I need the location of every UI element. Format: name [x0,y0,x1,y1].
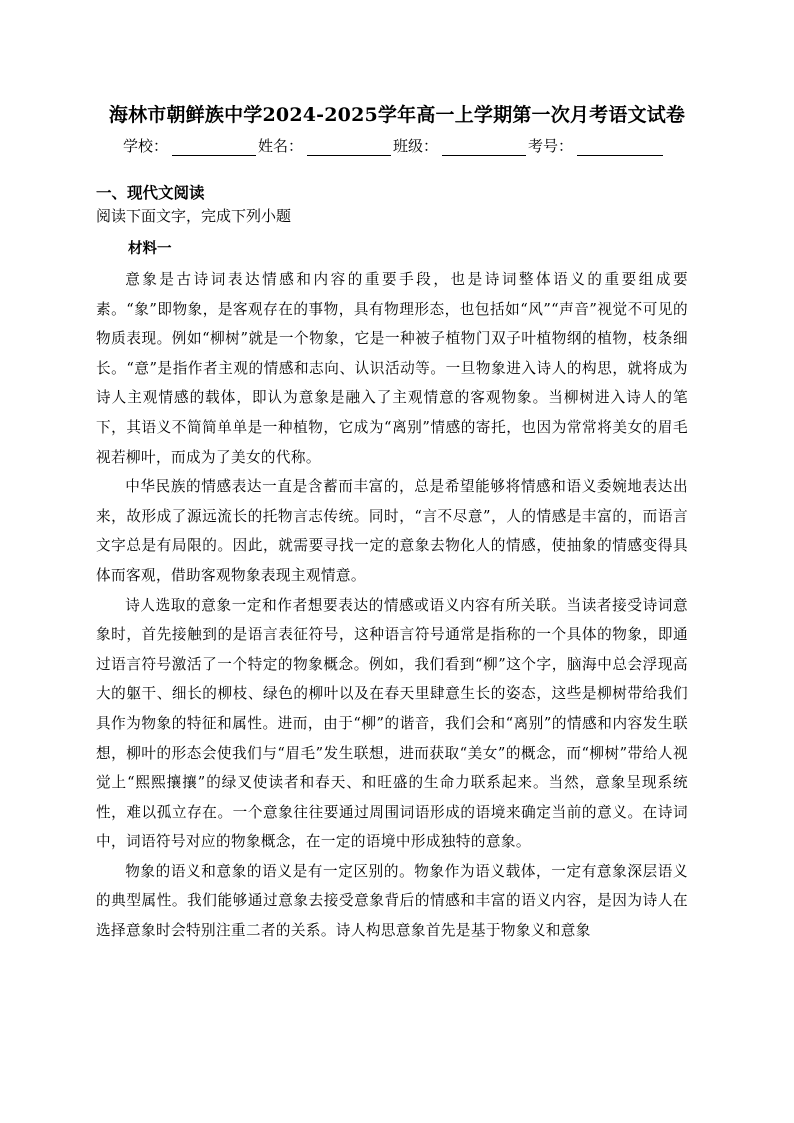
name-label: 姓名： [258,137,304,155]
paragraph: 中华民族的情感表达一直是含蓄而丰富的，总是希望能够将情感和语义委婉地表达出来，故形成了源远流长的托物言志传统。同时，“言不尽意”，人的情感是丰富的，而语言文字总是有局限的。因此，就需要寻找一定的意象去物化人的情感，使抽象的情感变得具体而客观，借助客观物象表现主观情意。 [96,478,688,584]
class-blank [442,139,526,156]
paragraph: 物象的语义和意象的语义是有一定区别的。物象作为语义载体，一定有意象深层语义的典型属性。我们能够通过意象去接受意象背后的情感和丰富的语义内容，是因为诗人在选择意象时会特别注重二者的关系。诗人构思意象首先是基于物象义和意象 [96,862,688,940]
exam-number-label: 考号： [528,137,574,155]
school-blank [172,139,256,156]
reading-instruction: 阅读下面文字，完成下列小题 [96,207,292,225]
class-label: 班级： [393,137,439,155]
material-label: 材料一 [128,240,172,257]
exam-number-blank [577,139,663,156]
exam-title: 海林市朝鲜族中学2024-2025学年高一上学期第一次月考语文试卷 [108,104,686,126]
paragraph: 诗人选取的意象一定和作者想要表达的情感或语义内容有所关联。当读者接受诗词意象时，首先接触到的是语言表征符号，这种语言符号通常是指称的一个具体的物象，即通过语言符号激活了一个特定的物象概念。例如，我们看到“柳”这个字，脑海中总会浮现高大的躯干、细长的柳枝、绿色的柳叶以及在春天里肆意生长的姿态，这些是柳树带给我们具作为物象的特征和属性。进而，由于“柳”的谐音，我们会和“离别”的情感和内容发生联想，柳叶的形态会使我们与“眉毛”发生联想，进而获取“美女”的概念，而“柳树”带给人视觉上“熙熙攘攘”的绿叉使读者和春天、和旺盛的生命力联系起来。当然，意象呈现系统性，难以孤立存在。一个意象往往要通过周围词语形成的语境来确定当前的意义。在诗词中，词语符号对应的物象概念，在一定的语境中形成独特的意象。 [96,596,688,851]
paragraph: 意象是古诗词表达情感和内容的重要手段，也是诗词整体语义的重要组成要素。“象”即物象，是客观存在的事物，具有物理形态，也包括如“风”“声音”视觉不可见的物质表现。例如“柳树”就是一个物象，它是一种被子植物门双子叶植物纲的植物，枝条细长。“意”是指作者主观的情感和志向、认识活动等。一旦物象进入诗人的构思，就将成为诗人主观情感的载体，即认为意象是融入了主观情意的客观物象。当柳树进入诗人的笔下，其语义不简简单单是一种植物，它成为“离别”情感的寄托，也因为常常将美女的眉毛视若柳叶，而成为了美女的代称。 [96,271,688,466]
reading-passage [96,265,688,946]
school-label: 学校： [123,137,169,155]
name-blank [307,139,391,156]
student-info-line [123,135,665,156]
section-heading: 一、现代文阅读 [96,184,205,202]
